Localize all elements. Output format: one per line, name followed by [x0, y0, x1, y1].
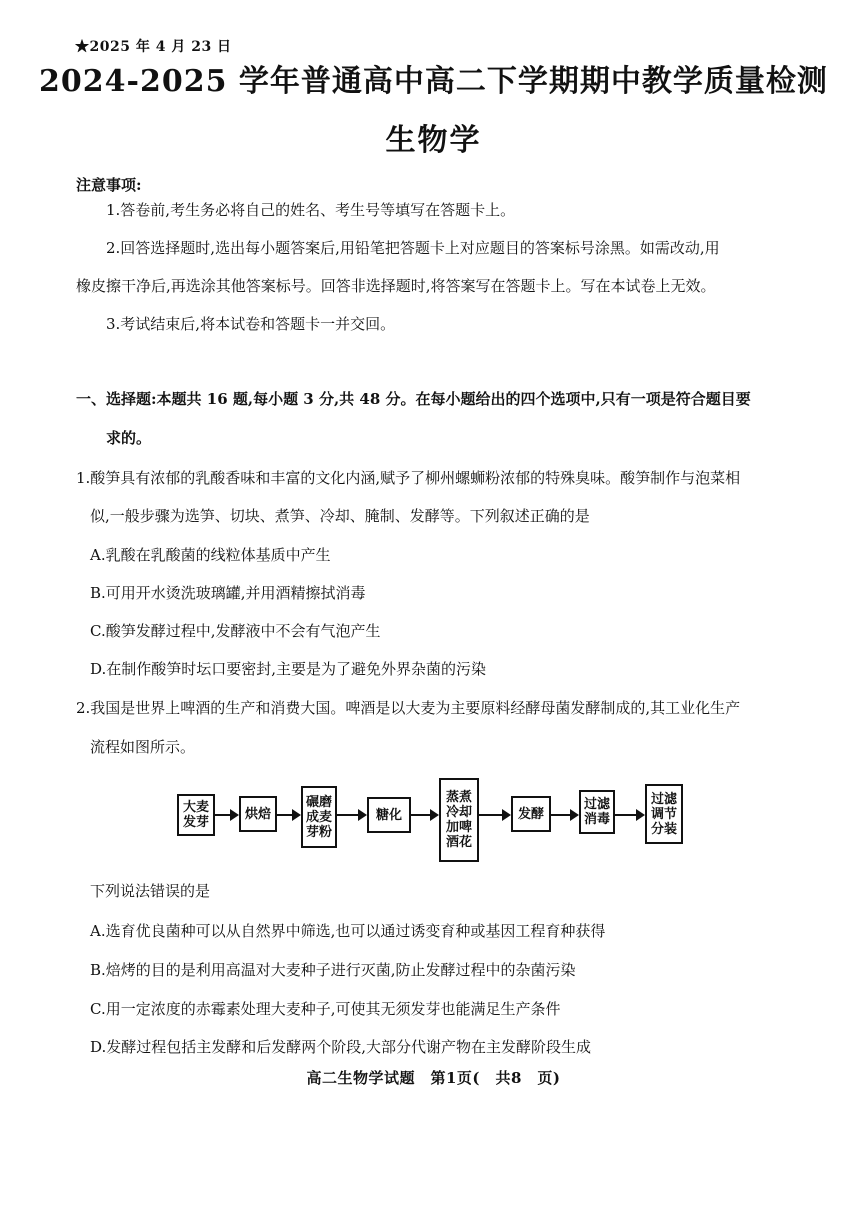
- exam-title: 2024-2025 学年普通高中高二下学期期中教学质量检测: [39, 64, 828, 99]
- q1-option-c: C.酸笋发酵过程中,发酵液中不会有气泡产生: [90, 622, 381, 640]
- q2-stem-line-2: 流程如图所示。: [90, 738, 196, 756]
- flow-step-roasting: 烘焙: [239, 796, 277, 832]
- exam-date: ★2025 年 4 月 23 日: [75, 39, 232, 55]
- q2-option-b: B.焙烤的目的是利用高温对大麦种子进行灭菌,防止发酵过程中的杂菌污染: [90, 961, 576, 979]
- flow-arrow: [215, 814, 237, 816]
- q2-stem-line-1: 2.我国是世界上啤酒的生产和消费大国。啤酒是以大麦为主要原料经酵母菌发酵制成的,其工业化生产: [76, 699, 741, 717]
- flow-arrow: [277, 814, 299, 816]
- q1-option-a: A.乳酸在乳酸菌的线粒体基质中产生: [90, 546, 331, 564]
- flow-step-packaging: 过滤 调节 分装: [645, 784, 683, 844]
- notice-item-2: 2.回答选择题时,选出每小题答案后,用铅笔把答题卡上对应题目的答案标号涂黑。如需改动,用: [106, 239, 720, 257]
- flow-arrow: [411, 814, 437, 816]
- flow-arrow: [551, 814, 577, 816]
- section-heading: 一、选择题:本题共 16 题,每小题 3 分,共 48 分。在每小题给出的四个选项中,只有一项是符合题目要: [76, 390, 751, 408]
- q2-option-d: D.发酵过程包括主发酵和后发酵两个阶段,大部分代谢产物在主发酵阶段生成: [90, 1038, 592, 1056]
- flow-step-filter-sterilize: 过滤 消毒: [579, 790, 615, 834]
- q2-option-c: C.用一定浓度的赤霉素处理大麦种子,可使其无须发芽也能满足生产条件: [90, 1000, 561, 1018]
- section-heading-cont: 求的。: [106, 429, 152, 447]
- flow-step-malting: 大麦 发芽: [177, 794, 215, 836]
- flow-step-boiling: 蒸煮 冷却 加啤 酒花: [439, 778, 479, 862]
- notice-item-1: 1.答卷前,考生务必将自己的姓名、考生号等填写在答题卡上。: [106, 201, 516, 219]
- notice-item-3: 3.考试结束后,将本试卷和答题卡一并交回。: [106, 315, 396, 333]
- brewing-flowchart: [150, 778, 710, 874]
- flow-arrow: [615, 814, 643, 816]
- q1-stem-line-2: 似,一般步骤为选笋、切块、煮笋、冷却、腌制、发酵等。下列叙述正确的是: [90, 507, 590, 525]
- notice-heading: 注意事项:: [76, 176, 142, 194]
- flow-arrow: [337, 814, 365, 816]
- flow-step-fermentation: 发酵: [511, 796, 551, 832]
- q2-option-a: A.选育优良菌种可以从自然界中筛选,也可以通过诱变育种或基因工程育种获得: [90, 922, 606, 940]
- q2-question: 下列说法错误的是: [90, 882, 211, 900]
- flow-step-milling: 碾磨 成麦 芽粉: [301, 786, 337, 848]
- flow-step-saccharification: 糖化: [367, 797, 411, 833]
- q1-option-b: B.可用开水烫洗玻璃罐,并用酒精擦拭消毒: [90, 584, 366, 602]
- notice-item-2-cont: 橡皮擦干净后,再选涂其他答案标号。回答非选择题时,将答案写在答题卡上。写在本试卷上无效。: [76, 277, 716, 295]
- page-footer: 高二生物学试题 第1页( 共8 页): [306, 1069, 561, 1087]
- flow-arrow: [479, 814, 509, 816]
- exam-subject: 生物学: [385, 123, 482, 158]
- q1-stem-line-1: 1.酸笋具有浓郁的乳酸香味和丰富的文化内涵,赋予了柳州螺蛳粉浓郁的特殊臭味。酸笋制作与泡菜相: [76, 469, 741, 487]
- q1-option-d: D.在制作酸笋时坛口要密封,主要是为了避免外界杂菌的污染: [90, 660, 487, 678]
